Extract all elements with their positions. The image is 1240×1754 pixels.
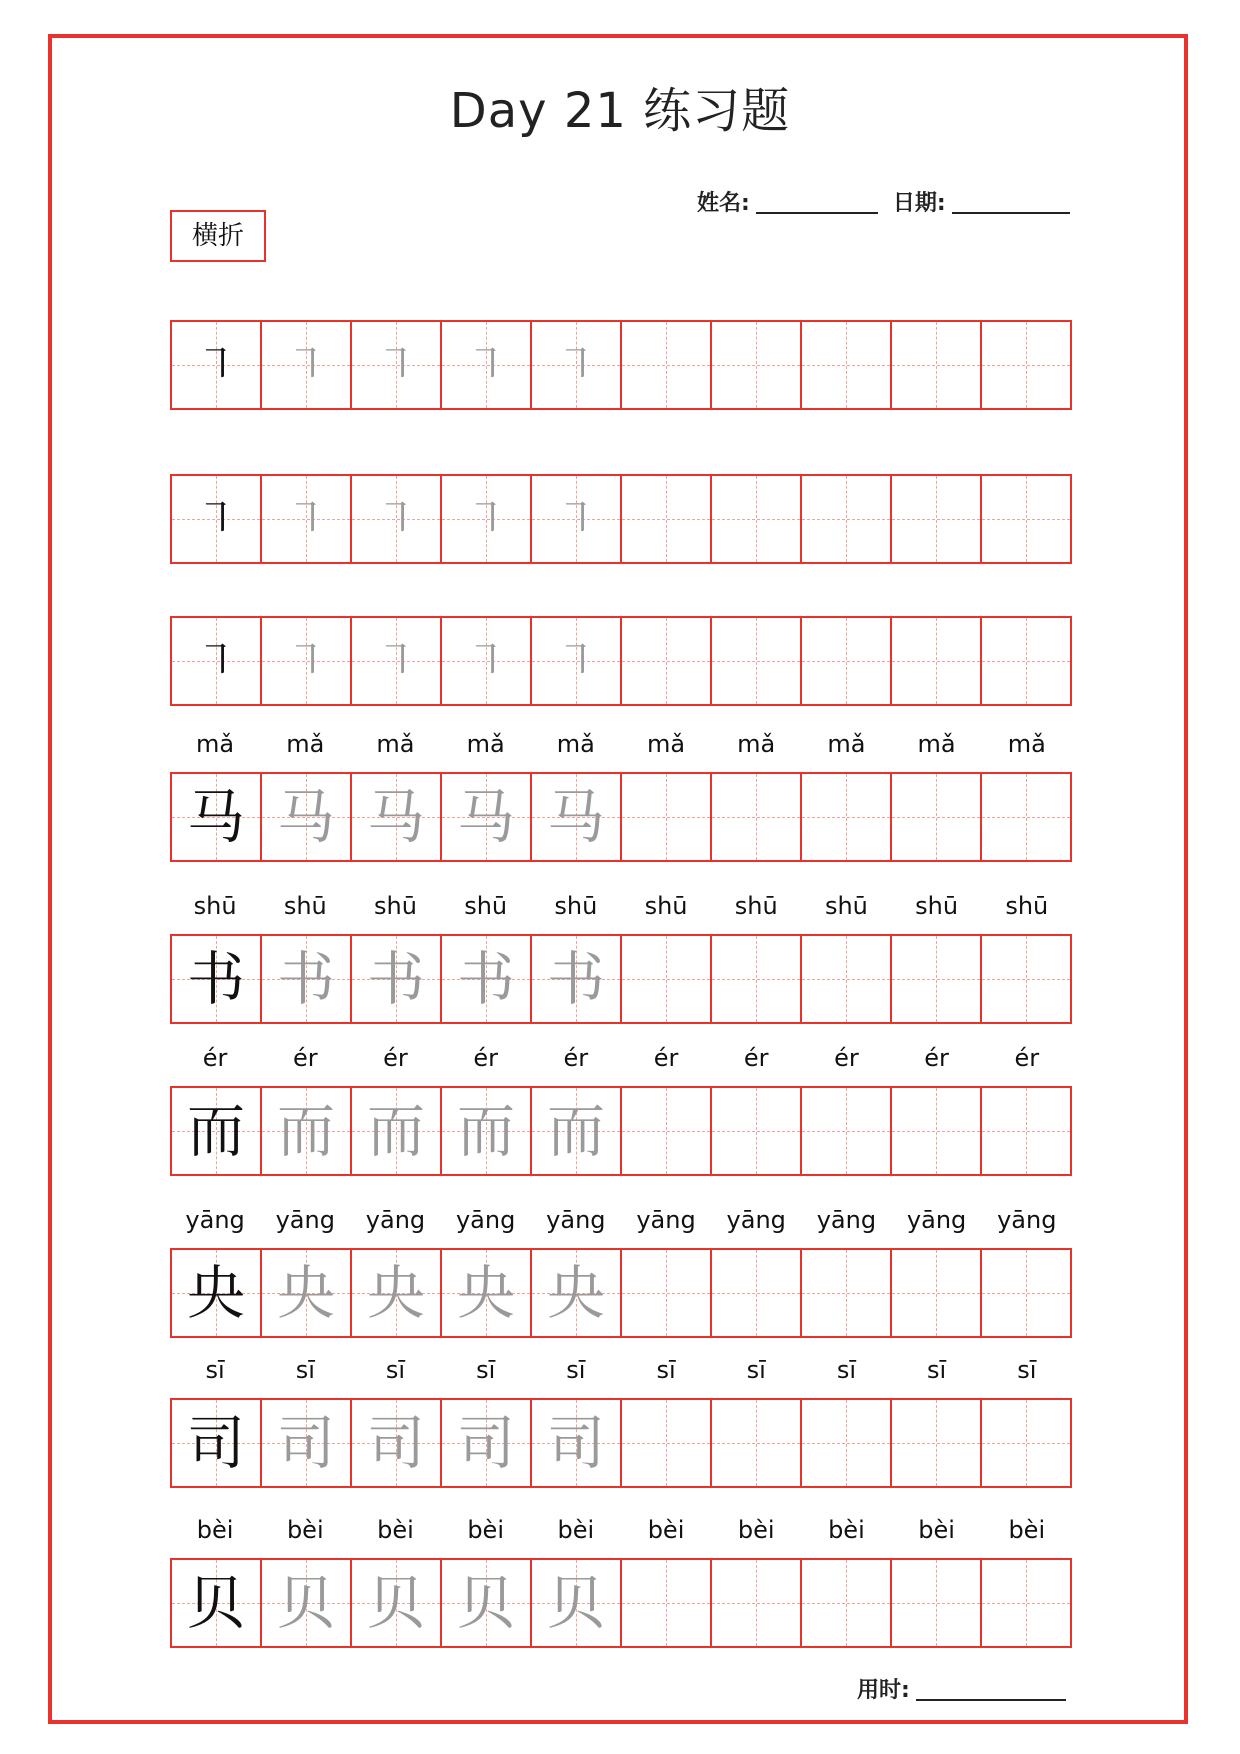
trace-character: 央 (366, 1259, 425, 1327)
trace-character: 书 (276, 945, 335, 1013)
writing-cell-filled[interactable] (352, 1250, 442, 1336)
pinyin-label: shū (554, 892, 598, 920)
pinyin-label: shū (193, 892, 237, 920)
writing-cell-filled[interactable] (352, 322, 442, 408)
trace-character: 贝 (276, 1569, 335, 1637)
writing-cell-empty[interactable] (892, 1088, 982, 1174)
name-date-fields (697, 186, 1078, 217)
writing-cell-filled[interactable] (532, 618, 622, 704)
writing-cell-empty[interactable] (982, 618, 1072, 704)
pinyin-label: mǎ (196, 730, 235, 758)
trace-character: 马 (456, 783, 515, 851)
writing-cell-empty[interactable] (802, 1088, 892, 1174)
writing-cell-empty[interactable] (982, 1560, 1072, 1646)
pinyin-label: sī (927, 1356, 947, 1384)
writing-cell-filled[interactable] (172, 1400, 262, 1486)
writing-cell-empty[interactable] (622, 618, 712, 704)
pinyin-label: bèi (737, 1516, 775, 1544)
writing-cell-empty[interactable] (622, 936, 712, 1022)
writing-cell-filled[interactable] (442, 1400, 532, 1486)
pinyin-label: sī (476, 1356, 496, 1384)
pinyin-row (170, 1356, 1072, 1386)
page-title: Day 21 练习题 (449, 83, 791, 139)
pinyin-label: sī (566, 1356, 586, 1384)
pinyin-label: ér (653, 1044, 679, 1072)
writing-cell-empty[interactable] (802, 774, 892, 860)
pinyin-label: bèi (467, 1516, 504, 1544)
writing-cell-empty[interactable] (892, 1250, 982, 1336)
trace-character: 司 (456, 1409, 515, 1477)
writing-cell-empty[interactable] (982, 1250, 1072, 1336)
trace-character: ㇕ (284, 340, 327, 389)
writing-cell-filled[interactable] (172, 1560, 262, 1646)
trace-character: 而 (276, 1097, 335, 1165)
writing-cell-empty[interactable] (982, 1088, 1072, 1174)
trace-character: ㇕ (374, 636, 417, 685)
writing-cell-empty[interactable] (712, 1250, 802, 1336)
writing-cell-filled[interactable] (352, 936, 442, 1022)
pinyin-label: yāng (455, 1206, 516, 1234)
trace-character: 贝 (456, 1569, 515, 1637)
writing-cell-filled[interactable] (262, 476, 352, 562)
writing-cell-empty[interactable] (622, 1088, 712, 1174)
pinyin-label: sī (836, 1356, 856, 1384)
writing-cell-empty[interactable] (622, 1560, 712, 1646)
writing-cell-filled[interactable] (442, 936, 532, 1022)
pinyin-row (170, 1044, 1072, 1074)
pinyin-label: bèi (377, 1516, 414, 1544)
writing-cell-empty[interactable] (712, 774, 802, 860)
writing-cell-empty[interactable] (712, 476, 802, 562)
trace-character: ㇕ (284, 636, 327, 685)
writing-row (170, 320, 1072, 410)
trace-character: ㇕ (374, 340, 417, 389)
pinyin-label: shū (464, 892, 508, 920)
pinyin-label: ér (473, 1044, 498, 1072)
pinyin-label: bèi (557, 1516, 595, 1544)
pinyin-label: sī (656, 1356, 676, 1384)
trace-character: 央 (546, 1259, 605, 1327)
writing-cell-filled[interactable] (262, 1400, 352, 1486)
writing-cell-filled[interactable] (532, 936, 622, 1022)
writing-cell-empty[interactable] (892, 1400, 982, 1486)
pinyin-label: ér (743, 1044, 769, 1072)
model-character: 书 (186, 945, 245, 1013)
pinyin-label: sī (385, 1356, 406, 1384)
pinyin-label: shū (824, 892, 868, 920)
date-label: 日期: (892, 191, 946, 216)
pinyin-label: shū (283, 892, 327, 920)
writing-cell-empty[interactable] (802, 618, 892, 704)
writing-cell-empty[interactable] (802, 936, 892, 1022)
pinyin-label: mǎ (737, 730, 776, 758)
pinyin-label: bèi (1008, 1516, 1046, 1544)
writing-cell-empty[interactable] (622, 774, 712, 860)
writing-cell-empty[interactable] (892, 476, 982, 562)
trace-character: ㇕ (554, 636, 597, 685)
time-input-line[interactable] (916, 1679, 1066, 1701)
pinyin-label: mǎ (827, 730, 866, 758)
writing-cell-empty[interactable] (982, 322, 1072, 408)
pinyin-label: sī (205, 1356, 225, 1384)
writing-cell-filled[interactable] (532, 476, 622, 562)
date-input-line[interactable] (952, 190, 1070, 214)
pinyin-label: ér (563, 1044, 589, 1072)
writing-cell-filled[interactable] (352, 774, 442, 860)
trace-character: 而 (366, 1097, 425, 1165)
trace-character: 司 (276, 1409, 335, 1477)
pinyin-row (170, 1516, 1072, 1546)
pinyin-label: ér (834, 1044, 859, 1072)
writing-cell-filled[interactable] (262, 618, 352, 704)
pinyin-label: shū (915, 892, 959, 920)
writing-cell-filled[interactable] (262, 774, 352, 860)
pinyin-row (170, 1206, 1072, 1236)
pinyin-label: mǎ (646, 730, 686, 758)
pinyin-label: mǎ (917, 730, 956, 758)
writing-cell-filled[interactable] (442, 774, 532, 860)
trace-character: 贝 (546, 1569, 605, 1637)
writing-cell-filled[interactable] (172, 618, 262, 704)
writing-row (170, 1248, 1072, 1338)
pinyin-label: ér (202, 1044, 228, 1072)
pinyin-label: yāng (816, 1206, 877, 1234)
writing-cell-empty[interactable] (622, 1400, 712, 1486)
pinyin-label: bèi (196, 1516, 234, 1544)
writing-cell-empty[interactable] (712, 936, 802, 1022)
writing-cell-empty[interactable] (982, 476, 1072, 562)
writing-cell-filled[interactable] (442, 476, 532, 562)
writing-cell-empty[interactable] (892, 774, 982, 860)
writing-cell-empty[interactable] (802, 1250, 892, 1336)
model-character: ㇕ (194, 494, 237, 543)
writing-cell-filled[interactable] (352, 476, 442, 562)
pinyin-label: yāng (546, 1206, 606, 1234)
trace-character: ㇕ (464, 636, 507, 685)
writing-cell-empty[interactable] (982, 936, 1072, 1022)
pinyin-label: mǎ (286, 730, 325, 758)
trace-character: ㇕ (464, 340, 507, 389)
writing-cell-filled[interactable] (532, 1250, 622, 1336)
pinyin-label: yāng (997, 1206, 1057, 1234)
writing-row (170, 1398, 1072, 1488)
writing-row (170, 1558, 1072, 1648)
writing-cell-filled[interactable] (532, 774, 622, 860)
trace-character: 马 (366, 783, 425, 851)
pinyin-label: bèi (286, 1516, 324, 1544)
trace-character: 马 (276, 783, 335, 851)
model-character: 贝 (186, 1569, 245, 1637)
writing-row (170, 934, 1072, 1024)
trace-character: 司 (546, 1409, 605, 1477)
model-character: 而 (186, 1097, 245, 1165)
model-character: ㇕ (194, 636, 237, 685)
pinyin-label: bèi (828, 1516, 865, 1544)
writing-row (170, 772, 1072, 862)
writing-cell-filled[interactable] (532, 1088, 622, 1174)
pinyin-label: yāng (636, 1206, 696, 1234)
writing-cell-filled[interactable] (172, 1250, 262, 1336)
trace-character: ㇕ (374, 494, 417, 543)
trace-character: 央 (456, 1259, 515, 1327)
writing-cell-filled[interactable] (442, 618, 532, 704)
pinyin-row (170, 892, 1072, 922)
writing-cell-filled[interactable] (352, 1560, 442, 1646)
writing-cell-empty[interactable] (802, 1560, 892, 1646)
time-label: 用时: (857, 1678, 910, 1703)
pinyin-label: yāng (365, 1206, 426, 1234)
pinyin-row (170, 730, 1072, 760)
writing-cell-filled[interactable] (262, 1560, 352, 1646)
writing-row (170, 1086, 1072, 1176)
writing-cell-filled[interactable] (532, 1560, 622, 1646)
pinyin-label: bèi (918, 1516, 955, 1544)
trace-character: 而 (456, 1097, 515, 1165)
pinyin-label: ér (292, 1044, 318, 1072)
writing-cell-filled[interactable] (352, 1088, 442, 1174)
pinyin-label: yāng (726, 1206, 786, 1234)
model-character: ㇕ (194, 340, 237, 389)
pinyin-label: ér (924, 1044, 949, 1072)
writing-cell-empty[interactable] (622, 322, 712, 408)
trace-character: 马 (546, 783, 605, 851)
writing-cell-filled[interactable] (352, 1400, 442, 1486)
writing-cell-filled[interactable] (442, 1088, 532, 1174)
trace-character: ㇕ (464, 494, 507, 543)
pinyin-label: yāng (185, 1206, 245, 1234)
pinyin-label: shū (734, 892, 778, 920)
pinyin-label: ér (1014, 1044, 1040, 1072)
writing-cell-filled[interactable] (172, 936, 262, 1022)
writing-cell-empty[interactable] (622, 476, 712, 562)
pinyin-label: yāng (275, 1206, 335, 1234)
pinyin-label: mǎ (466, 730, 505, 758)
writing-cell-filled[interactable] (172, 476, 262, 562)
writing-cell-empty[interactable] (802, 322, 892, 408)
trace-character: 司 (366, 1409, 425, 1477)
writing-cell-empty[interactable] (622, 1250, 712, 1336)
trace-character: 贝 (366, 1569, 425, 1637)
writing-cell-filled[interactable] (172, 1088, 262, 1174)
pinyin-label: mǎ (556, 730, 595, 758)
trace-character: 而 (546, 1097, 605, 1165)
pinyin-label: bèi (647, 1516, 685, 1544)
writing-cell-empty[interactable] (712, 1088, 802, 1174)
writing-cell-filled[interactable] (172, 774, 262, 860)
writing-cell-filled[interactable] (262, 1088, 352, 1174)
stroke-name-box: 横折 (170, 210, 266, 262)
model-character: 马 (186, 783, 245, 851)
writing-cell-filled[interactable] (172, 322, 262, 408)
writing-cell-filled[interactable] (442, 322, 532, 408)
writing-cell-filled[interactable] (352, 618, 442, 704)
pinyin-label: sī (746, 1356, 766, 1384)
writing-cell-empty[interactable] (982, 774, 1072, 860)
writing-cell-empty[interactable] (892, 936, 982, 1022)
writing-row (170, 616, 1072, 706)
writing-cell-filled[interactable] (532, 1400, 622, 1486)
model-character: 司 (186, 1409, 245, 1477)
writing-cell-empty[interactable] (712, 322, 802, 408)
pinyin-label: shū (644, 892, 688, 920)
pinyin-label: mǎ (376, 730, 415, 758)
writing-cell-empty[interactable] (982, 1400, 1072, 1486)
trace-character: ㇕ (554, 494, 597, 543)
writing-cell-empty[interactable] (712, 1400, 802, 1486)
pinyin-label: mǎ (1007, 730, 1046, 758)
writing-cell-filled[interactable] (262, 936, 352, 1022)
writing-cell-filled[interactable] (262, 1250, 352, 1336)
model-character: 央 (186, 1259, 245, 1327)
writing-row (170, 474, 1072, 564)
trace-character: 书 (546, 945, 605, 1013)
pinyin-label: shū (1005, 892, 1049, 920)
trace-character: 央 (276, 1259, 335, 1327)
writing-cell-empty[interactable] (802, 1400, 892, 1486)
trace-character: 书 (366, 945, 425, 1013)
writing-cell-filled[interactable] (442, 1250, 532, 1336)
writing-cell-filled[interactable] (442, 1560, 532, 1646)
time-field (857, 1673, 1066, 1704)
writing-cell-empty[interactable] (892, 1560, 982, 1646)
writing-cell-filled[interactable] (532, 322, 622, 408)
writing-cell-empty[interactable] (892, 322, 982, 408)
pinyin-label: shū (374, 892, 417, 920)
trace-character: ㇕ (554, 340, 597, 389)
writing-cell-filled[interactable] (262, 322, 352, 408)
pinyin-label: sī (1017, 1356, 1037, 1384)
writing-cell-empty[interactable] (802, 476, 892, 562)
pinyin-label: sī (295, 1356, 315, 1384)
trace-character: ㇕ (284, 494, 327, 543)
pinyin-label: ér (383, 1044, 408, 1072)
name-input-line[interactable] (756, 190, 878, 214)
writing-cell-empty[interactable] (892, 618, 982, 704)
trace-character: 书 (456, 945, 515, 1013)
writing-cell-empty[interactable] (712, 1560, 802, 1646)
pinyin-label: yāng (906, 1206, 967, 1234)
writing-cell-empty[interactable] (712, 618, 802, 704)
name-label: 姓名: (697, 191, 750, 216)
